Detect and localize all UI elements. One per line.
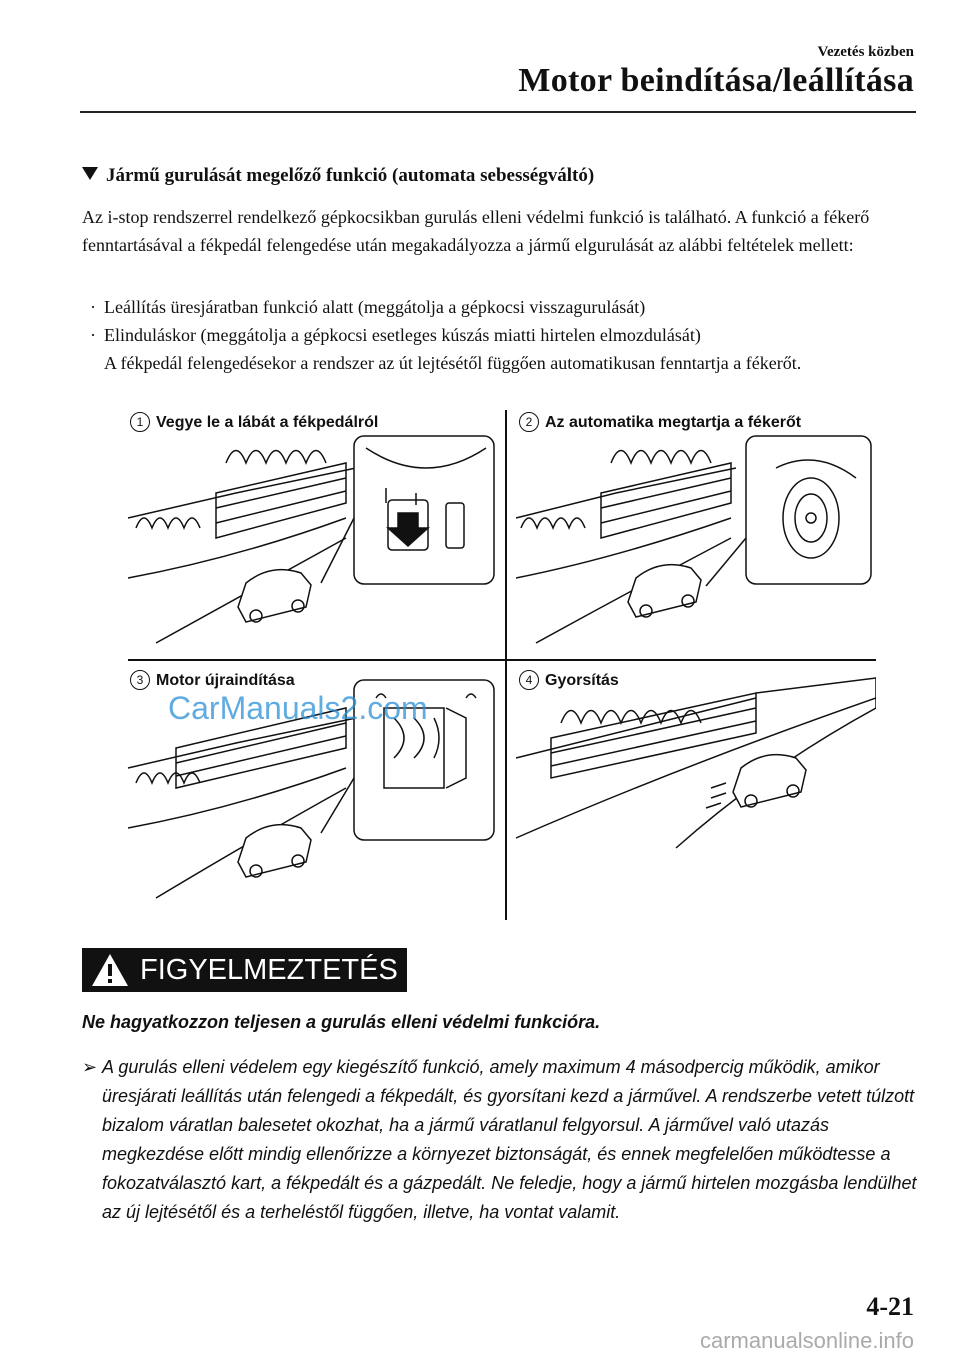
section-title xyxy=(82,165,594,187)
warning-label xyxy=(82,948,407,992)
list-item xyxy=(90,321,920,349)
warning-heading: Ne hagyatkozzon teljesen a gurulás elleni védelmi funkcióra. xyxy=(82,1012,601,1032)
panel-4-caption xyxy=(519,670,619,690)
caption-text: Vegye le a lábát a fékpedálról xyxy=(156,414,379,431)
page-number: 4-21 xyxy=(866,1292,914,1321)
step-number: 1 xyxy=(130,412,150,432)
list-item-text: Leállítás üresjáratban funkció alatt (meggátolja a gépkocsi visszagurulását) xyxy=(104,297,646,317)
panel-3-scene xyxy=(128,708,356,898)
bullet-dot-icon: · xyxy=(90,325,96,345)
illustration-drawing xyxy=(116,408,876,923)
caption-text: Gyorsítás xyxy=(545,672,619,689)
warning-label-text: FIGYELMEZTETÉS xyxy=(140,953,398,986)
panel-3-caption xyxy=(130,670,295,690)
triangle-down-icon xyxy=(82,167,98,180)
chapter-label: Vezetés közben xyxy=(817,44,914,60)
illustration-figure xyxy=(116,408,876,923)
step-number: 3 xyxy=(130,670,150,690)
panel-1-scene xyxy=(128,451,356,644)
caption-text: Motor újraindítása xyxy=(156,672,295,689)
panel-2-scene xyxy=(516,451,736,644)
intro-paragraph: Az i-stop rendszerrel rendelkező gépkocsikban gurulás elleni védelmi funkció is található. A funkció a fékerő fenntartásával a fékpedál felengedése után megakadályozza a jármű elgurulását az alábbi feltételek mellett: xyxy=(82,207,870,255)
panel-2-inset xyxy=(706,436,871,586)
panel-4-scene xyxy=(516,678,876,848)
caption-text: Az automatika megtartja a fékerőt xyxy=(545,414,802,431)
list-item-continuation: A fékpedál felengedésekor a rendszer az út lejtésétől függően automatikusan fenntartja a fékerőt. xyxy=(104,353,802,373)
step-number: 4 xyxy=(519,670,539,690)
panel-2-caption xyxy=(519,412,801,432)
list-item-text: Elinduláskor (meggátolja a gépkocsi esetleges kúszás miatti hirtelen elmozdulását) xyxy=(104,325,701,345)
section-title-text: Jármű gurulását megelőző funkció (automata sebességváltó) xyxy=(106,165,595,186)
watermark: CarManuals2.com xyxy=(168,690,428,726)
warning-triangle-icon xyxy=(90,952,130,988)
list-item xyxy=(90,293,920,321)
warning-body xyxy=(82,1053,922,1227)
arrow-right-icon: ➢ xyxy=(82,1057,98,1077)
footer-watermark: carmanualsonline.info xyxy=(699,1328,914,1353)
warning-body-text: A gurulás elleni védelem egy kiegészítő funkció, amely maximum 4 másodpercig működik, amikor üresjárati leállítás után felengedi a fékpedált, és gyorsítani kezd a járművel. A rendszerbe vetett túlzott bizalom váratlan balesetet okozhat, ha a jármű váratlanul felgyorsul. A járművel való utazás megkezdése előtt mindig ellenőrizze a környezet biztonságát, és ennek megfelelően működtesse a fokozatválasztó kart, a fékpedált és a gázpedált. Ne feledje, hogy a jármű hirtelen mozgásba lendülhet az új lejtésétől és a terheléstől függően, illetve, ha vontat valamit. xyxy=(102,1057,917,1222)
panel-1-inset xyxy=(321,436,494,584)
panel-1-caption xyxy=(130,412,378,432)
page-title: Motor beindítása/leállítása xyxy=(518,62,914,99)
bullet-dot-icon: · xyxy=(90,297,96,317)
condition-list xyxy=(90,293,920,377)
header-divider xyxy=(80,111,916,113)
step-number: 2 xyxy=(519,412,539,432)
